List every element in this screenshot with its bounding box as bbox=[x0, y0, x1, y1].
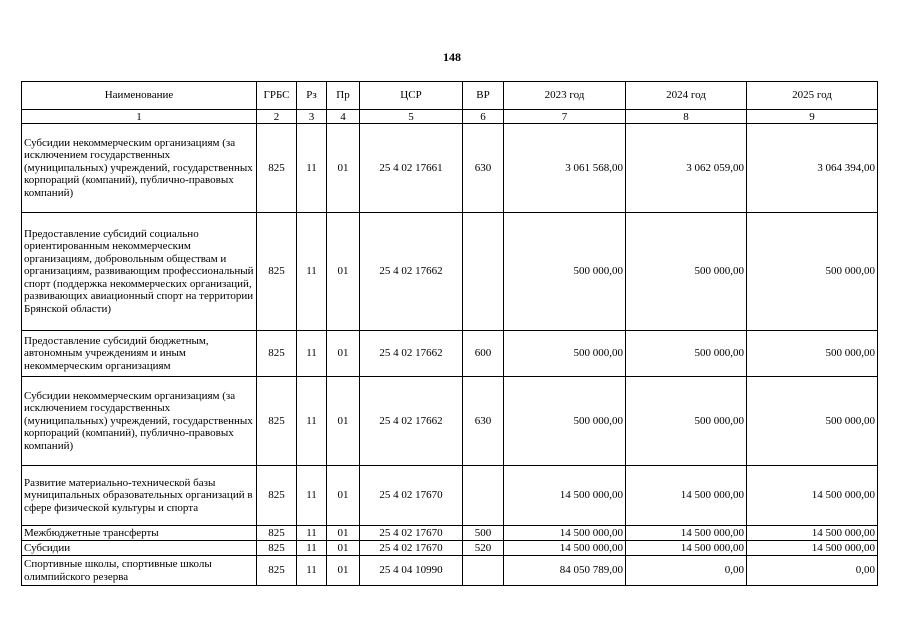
row-vr: 600 bbox=[463, 331, 504, 377]
row-grbs: 825 bbox=[257, 124, 297, 213]
row-csr: 25 4 04 10990 bbox=[360, 556, 463, 586]
row-vr bbox=[463, 556, 504, 586]
table-row bbox=[22, 331, 878, 377]
row-rz: 11 bbox=[297, 556, 327, 586]
row-name: Развитие материально-технической базы муниципальных образовательных организаций в сфере физической культуры и спорта bbox=[22, 466, 257, 526]
budget-table bbox=[21, 81, 878, 586]
row-vr: 630 bbox=[463, 377, 504, 466]
row-pr: 01 bbox=[327, 331, 360, 377]
row-amount-2023: 500 000,00 bbox=[504, 377, 626, 466]
row-rz: 11 bbox=[297, 466, 327, 526]
row-name: Субсидии некоммерческим организациям (за исключением государственных (муниципальных) учреждений, государственных корпораций (компаний), публично-правовых компаний) bbox=[22, 124, 257, 213]
row-amount-2025: 14 500 000,00 bbox=[747, 541, 878, 556]
column-number: 4 bbox=[327, 110, 360, 124]
row-amount-2023: 500 000,00 bbox=[504, 213, 626, 331]
column-number: 1 bbox=[22, 110, 257, 124]
column-number: 9 bbox=[747, 110, 878, 124]
row-grbs: 825 bbox=[257, 541, 297, 556]
row-amount-2024: 14 500 000,00 bbox=[626, 526, 747, 541]
row-vr: 500 bbox=[463, 526, 504, 541]
row-amount-2024: 500 000,00 bbox=[626, 331, 747, 377]
row-name: Предоставление субсидий социально ориентированным некоммерческим организациям, добровольным обществам и организациям, развивающим профессиональный спорт (поддержка некоммерческих организаций, развивающих авиационный спорт на территории Брянской области) bbox=[22, 213, 257, 331]
row-amount-2024: 14 500 000,00 bbox=[626, 541, 747, 556]
row-pr: 01 bbox=[327, 556, 360, 586]
header-row bbox=[22, 82, 878, 110]
row-amount-2024: 3 062 059,00 bbox=[626, 124, 747, 213]
row-amount-2025: 500 000,00 bbox=[747, 331, 878, 377]
row-csr: 25 4 02 17670 bbox=[360, 541, 463, 556]
table-row bbox=[22, 213, 878, 331]
row-vr bbox=[463, 466, 504, 526]
column-number: 7 bbox=[504, 110, 626, 124]
row-amount-2024: 0,00 bbox=[626, 556, 747, 586]
row-name: Субсидии bbox=[22, 541, 257, 556]
column-number: 6 bbox=[463, 110, 504, 124]
row-amount-2023: 14 500 000,00 bbox=[504, 466, 626, 526]
row-name: Межбюджетные трансферты bbox=[22, 526, 257, 541]
row-vr: 520 bbox=[463, 541, 504, 556]
header-name: Наименование bbox=[22, 82, 257, 110]
row-csr: 25 4 02 17670 bbox=[360, 526, 463, 541]
row-name: Спортивные школы, спортивные школы олимпийского резерва bbox=[22, 556, 257, 586]
header-rz: Рз bbox=[297, 82, 327, 110]
row-csr: 25 4 02 17662 bbox=[360, 377, 463, 466]
row-amount-2025: 0,00 bbox=[747, 556, 878, 586]
row-pr: 01 bbox=[327, 377, 360, 466]
header-2025: 2025 год bbox=[747, 82, 878, 110]
column-number: 3 bbox=[297, 110, 327, 124]
row-rz: 11 bbox=[297, 124, 327, 213]
row-csr: 25 4 02 17661 bbox=[360, 124, 463, 213]
row-amount-2023: 14 500 000,00 bbox=[504, 526, 626, 541]
row-vr bbox=[463, 213, 504, 331]
row-csr: 25 4 02 17670 bbox=[360, 466, 463, 526]
row-grbs: 825 bbox=[257, 556, 297, 586]
row-amount-2025: 500 000,00 bbox=[747, 213, 878, 331]
table-row bbox=[22, 377, 878, 466]
page-number: 148 bbox=[443, 50, 461, 64]
row-name: Предоставление субсидий бюджетным, автономным учреждениям и иным некоммерческим организациям bbox=[22, 331, 257, 377]
row-grbs: 825 bbox=[257, 331, 297, 377]
header-pr: Пр bbox=[327, 82, 360, 110]
column-number: 5 bbox=[360, 110, 463, 124]
row-amount-2025: 14 500 000,00 bbox=[747, 526, 878, 541]
header-csr: ЦСР bbox=[360, 82, 463, 110]
row-pr: 01 bbox=[327, 466, 360, 526]
row-amount-2023: 500 000,00 bbox=[504, 331, 626, 377]
row-amount-2023: 84 050 789,00 bbox=[504, 556, 626, 586]
row-grbs: 825 bbox=[257, 526, 297, 541]
row-rz: 11 bbox=[297, 213, 327, 331]
row-vr: 630 bbox=[463, 124, 504, 213]
row-rz: 11 bbox=[297, 377, 327, 466]
row-amount-2024: 500 000,00 bbox=[626, 377, 747, 466]
row-grbs: 825 bbox=[257, 377, 297, 466]
row-amount-2024: 14 500 000,00 bbox=[626, 466, 747, 526]
row-grbs: 825 bbox=[257, 466, 297, 526]
row-pr: 01 bbox=[327, 541, 360, 556]
table-row bbox=[22, 556, 878, 586]
column-number-row bbox=[22, 110, 878, 124]
row-csr: 25 4 02 17662 bbox=[360, 331, 463, 377]
row-grbs: 825 bbox=[257, 213, 297, 331]
header-2023: 2023 год bbox=[504, 82, 626, 110]
header-2024: 2024 год bbox=[626, 82, 747, 110]
row-amount-2023: 14 500 000,00 bbox=[504, 541, 626, 556]
column-number: 8 bbox=[626, 110, 747, 124]
row-amount-2025: 500 000,00 bbox=[747, 377, 878, 466]
row-rz: 11 bbox=[297, 331, 327, 377]
column-number: 2 bbox=[257, 110, 297, 124]
row-amount-2023: 3 061 568,00 bbox=[504, 124, 626, 213]
table-row bbox=[22, 526, 878, 541]
table-row bbox=[22, 466, 878, 526]
table-row bbox=[22, 124, 878, 213]
row-pr: 01 bbox=[327, 124, 360, 213]
table-row bbox=[22, 541, 878, 556]
row-amount-2025: 14 500 000,00 bbox=[747, 466, 878, 526]
row-csr: 25 4 02 17662 bbox=[360, 213, 463, 331]
header-vr: ВР bbox=[463, 82, 504, 110]
row-amount-2024: 500 000,00 bbox=[626, 213, 747, 331]
row-rz: 11 bbox=[297, 526, 327, 541]
row-pr: 01 bbox=[327, 526, 360, 541]
header-grbs: ГРБС bbox=[257, 82, 297, 110]
row-amount-2025: 3 064 394,00 bbox=[747, 124, 878, 213]
row-name: Субсидии некоммерческим организациям (за исключением государственных (муниципальных) учреждений, государственных корпораций (компаний), публично-правовых компаний) bbox=[22, 377, 257, 466]
row-rz: 11 bbox=[297, 541, 327, 556]
row-pr: 01 bbox=[327, 213, 360, 331]
